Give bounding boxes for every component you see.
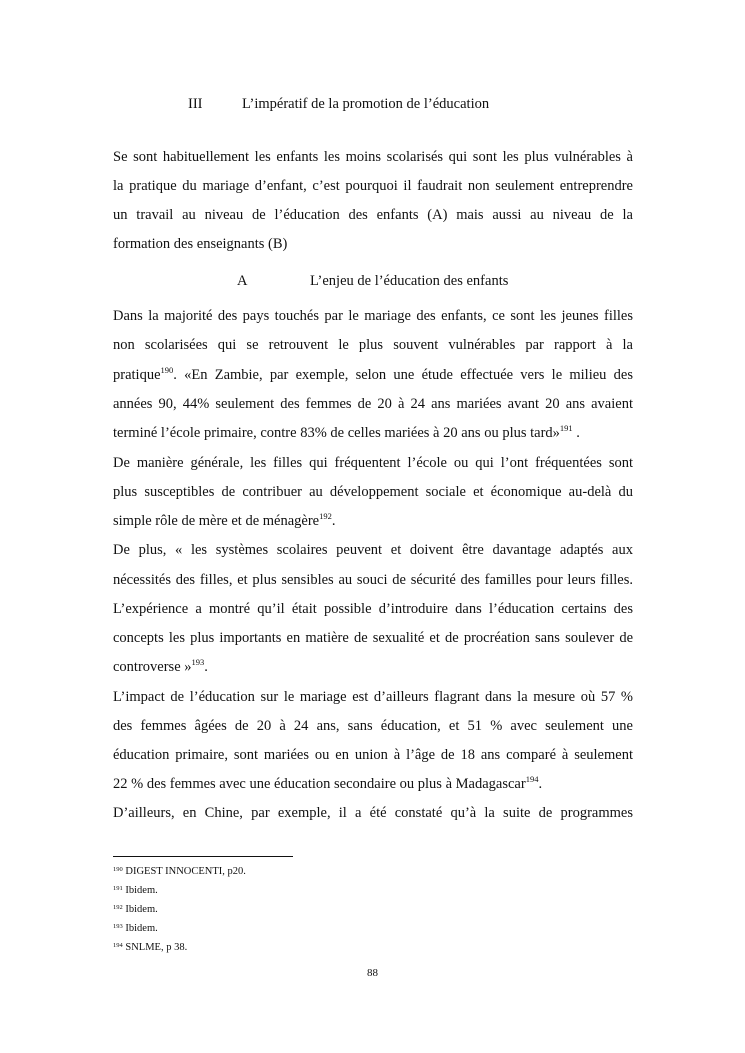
footnote-ref: 194 [525,774,539,784]
footnote: $^{191}$ Ibidem. [113,885,158,896]
body-line: nécessités des filles, et plus sensibles au souci de sécurité des familles pour leurs filles. [113,572,633,588]
body-line: pratique$^{190}$. «En Zambie, par exemple, selon une étude effectuée vers le milieu des [113,365,633,383]
body-line: controverse »$^{193}$. [113,657,208,675]
body-line: plus susceptibles de contribuer au développement sociale et économique au-delà du [113,484,633,500]
section-number: III [188,96,203,112]
subsection-title: L’enjeu de l’éducation des enfants [310,273,509,289]
body-line: éducation primaire, sont mariées ou en union à l’âge de 18 ans comparé à seulement [113,747,633,763]
footnote-separator [113,856,293,857]
body-line: années 90, 44% seulement des femmes de 20 à 24 ans mariées avant 20 ans avaient [113,396,633,412]
body-line: des femmes âgées de 20 à 24 ans, sans éducation, et 51 % avec seulement une [113,718,633,734]
body-line: simple rôle de mère et de ménagère$^{192}$. [113,511,336,529]
body-line: L’impact de l’éducation sur le mariage est d’ailleurs flagrant dans la mesure où 57 % [113,689,633,705]
body-line: De manière générale, les filles qui fréquentent l’école ou qui l’ont fréquentées sont [113,455,633,471]
footnote: $^{190}$ DIGEST INNOCENTI, p20. [113,866,246,877]
footnote-ref: 193 [191,657,205,667]
body-line: L’expérience a montré qu’il était possible d’introduire dans l’éducation certains des [113,601,633,617]
footnote: $^{194}$ SNLME, p 38. [113,942,188,953]
body-line: D’ailleurs, en Chine, par exemple, il a été constaté qu’à la suite de programmes [113,805,633,821]
intro-line: un travail au niveau de l’éducation des enfants (A) mais aussi au niveau de la [113,207,633,223]
footnote-ref: 190 [160,365,174,375]
footnote: $^{193}$ Ibidem. [113,923,158,934]
section-title: L’impératif de la promotion de l’éducation [242,96,490,112]
intro-line: formation des enseignants (B) [113,236,288,252]
footnote-ref: 191 [559,423,573,433]
body-line: Dans la majorité des pays touchés par le mariage des enfants, ce sont les jeunes filles [113,308,633,324]
intro-line: Se sont habituellement les enfants les moins scolarisés qui sont les plus vulnérables à [113,149,633,165]
subsection-letter: A [237,273,248,289]
body-line: concepts les plus importants en matière de sexualité et de procréation sans soulever de [113,630,633,646]
page-number: 88 [367,967,378,979]
body-line: terminé l’école primaire, contre 83% de celles mariées à 20 ans ou plus tard»$^{191}$ . [113,423,580,441]
body-line: De plus, « les systèmes scolaires peuvent et doivent être davantage adaptés aux [113,542,633,558]
footnote-ref: 192 [319,511,332,521]
intro-line: la pratique du mariage d’enfant, c’est pourquoi il faudrait non seulement entreprendre [113,178,633,194]
body-line: 22 % des femmes avec une éducation secondaire ou plus à Madagascar$^{194}$. [113,774,543,792]
body-line: non scolarisées qui se retrouvent le plus souvent vulnérables par rapport à la [113,337,633,353]
footnote: $^{192}$ Ibidem. [113,904,158,915]
